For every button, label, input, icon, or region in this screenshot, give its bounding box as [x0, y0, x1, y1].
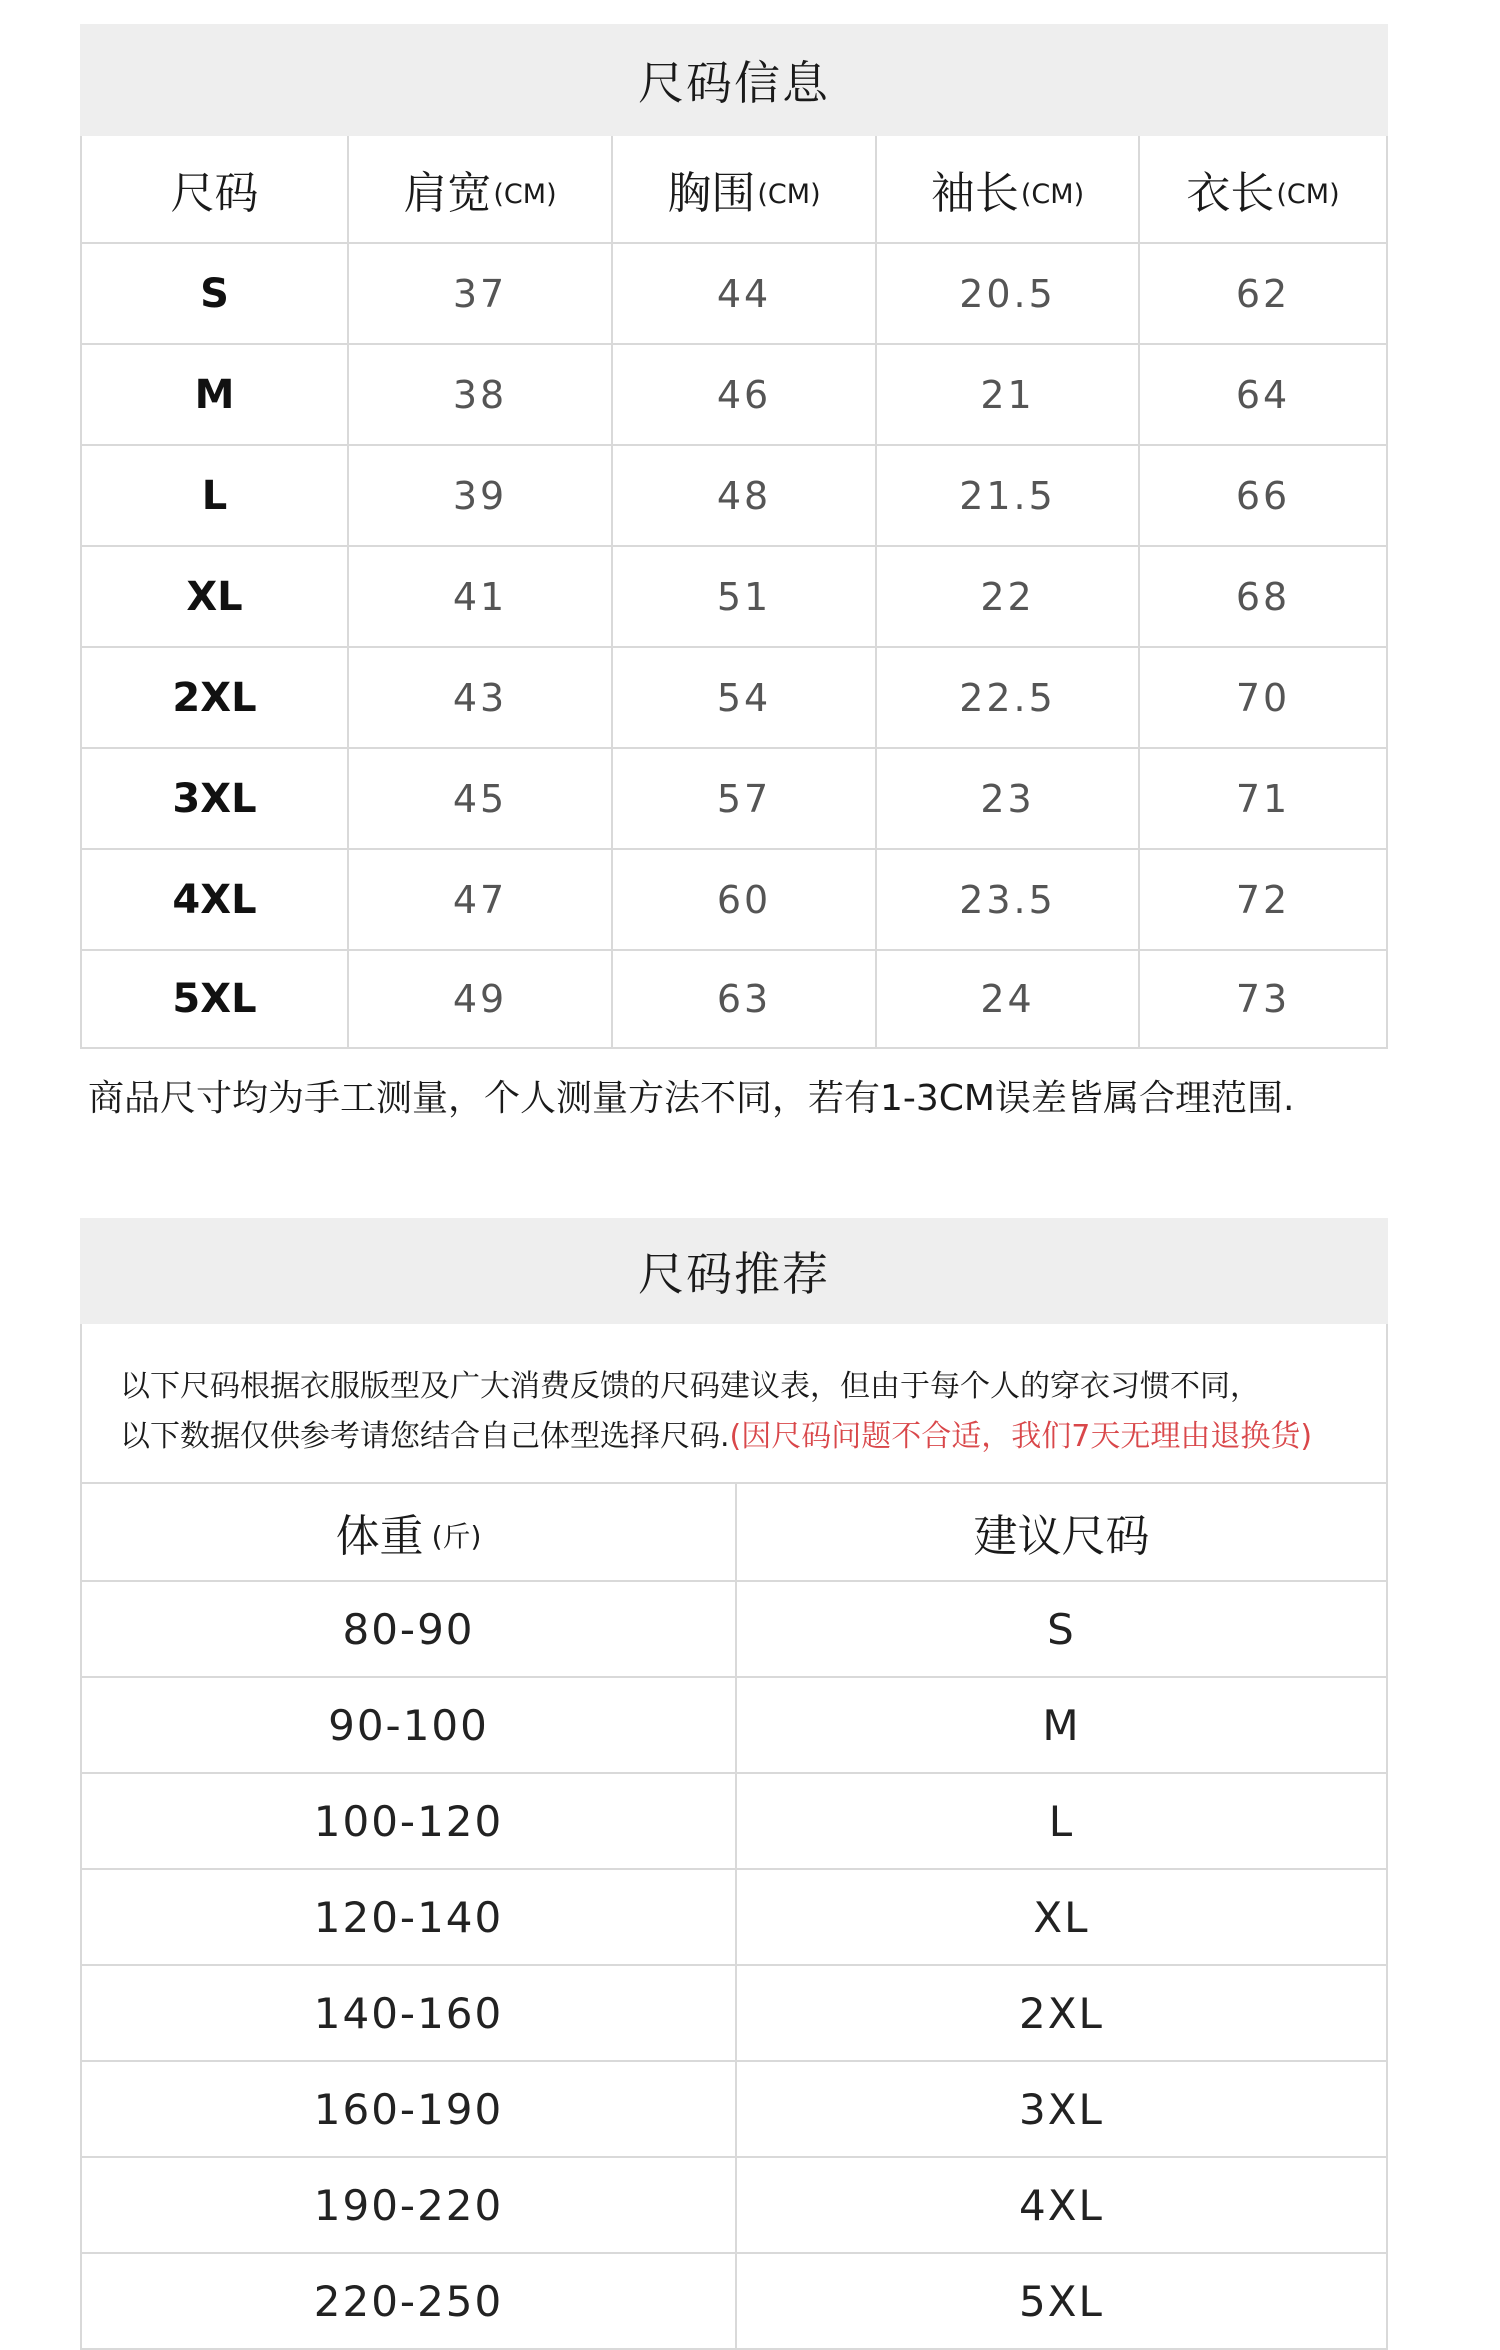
- sleeve-cell: 22: [877, 547, 1140, 646]
- header-weight-unit: (斤): [431, 1520, 482, 1553]
- weight-cell: 140-160: [82, 1966, 737, 2060]
- suggested-size-cell: L: [1048, 1796, 1075, 1846]
- chest-cell: 48: [613, 446, 877, 545]
- header-weight: [82, 1484, 737, 1580]
- chest-cell: 44: [613, 244, 877, 343]
- header-suggested-size: [737, 1484, 1386, 1580]
- table-row: [82, 1870, 1386, 1966]
- chest-cell: 60: [613, 850, 877, 949]
- shoulder-cell: 49: [349, 951, 613, 1047]
- size-cell: L: [82, 446, 349, 545]
- header-chest-label: 胸围: [667, 168, 756, 219]
- header-shoulder: [349, 136, 613, 242]
- sleeve-cell: 21.5: [877, 446, 1140, 545]
- weight-cell: 120-140: [82, 1870, 737, 1964]
- sleeve-cell: 23: [877, 749, 1140, 848]
- table-row: [82, 547, 1386, 648]
- size-info-section: [80, 24, 1388, 1049]
- header-length-unit: (CM): [1276, 178, 1340, 210]
- size-cell: 3XL: [82, 749, 349, 848]
- shoulder-cell: 47: [349, 850, 613, 949]
- table-row: [82, 2158, 1386, 2254]
- length-cell: 70: [1235, 675, 1291, 720]
- header-chest: [613, 136, 877, 242]
- sleeve-cell: 20.5: [877, 244, 1140, 343]
- table-row: [82, 345, 1386, 446]
- header-sleeve-unit: (CM): [1020, 178, 1085, 210]
- shoulder-cell: 37: [349, 244, 613, 343]
- header-length: [1140, 136, 1386, 242]
- header-sleeve: [877, 136, 1140, 242]
- suggested-size-cell: M: [1042, 1700, 1081, 1750]
- table-row: [82, 2254, 1386, 2350]
- weight-cell: 90-100: [82, 1678, 737, 1772]
- length-cell: 64: [1235, 372, 1291, 417]
- header-shoulder-label: 肩宽: [403, 168, 492, 219]
- recommendation-description: [80, 1324, 1388, 1484]
- table-row: [82, 2062, 1386, 2158]
- header-suggested-size-label: 建议尺码: [973, 1511, 1150, 1562]
- size-cell: M: [82, 345, 349, 444]
- description-line-1: 以下尺码根据衣服版型及广大消费反馈的尺码建议表，但由于每个人的穿衣习惯不同，: [120, 1369, 1260, 1404]
- shoulder-cell: 38: [349, 345, 613, 444]
- suggested-size-cell: 2XL: [1019, 1988, 1104, 2038]
- table-row: [82, 749, 1386, 850]
- weight-cell: 160-190: [82, 2062, 737, 2156]
- header-sleeve-label: 袖长: [930, 168, 1019, 219]
- size-info-title: 尺码信息: [80, 24, 1388, 136]
- chest-cell: 63: [613, 951, 877, 1047]
- header-weight-label: 体重: [335, 1511, 424, 1562]
- header-chest-unit: (CM): [757, 178, 821, 210]
- length-cell: 73: [1235, 977, 1291, 1021]
- table-row: [82, 1774, 1386, 1870]
- size-cell: XL: [82, 547, 349, 646]
- sleeve-cell: 21: [877, 345, 1140, 444]
- table-row: [82, 648, 1386, 749]
- size-recommendation-title: 尺码推荐: [80, 1218, 1388, 1324]
- suggested-size-cell: XL: [1033, 1892, 1090, 1942]
- sleeve-cell: 24: [877, 951, 1140, 1047]
- weight-cell: 80-90: [82, 1582, 737, 1676]
- chest-cell: 51: [613, 547, 877, 646]
- table-row: [82, 1582, 1386, 1678]
- suggested-size-cell: 3XL: [1019, 2084, 1104, 2134]
- table-row: [82, 850, 1386, 951]
- size-cell: 2XL: [82, 648, 349, 747]
- description-line-2-text: 以下数据仅供参考请您结合自己体型选择尺码.: [120, 1419, 730, 1454]
- shoulder-cell: 39: [349, 446, 613, 545]
- table-row: [82, 1966, 1386, 2062]
- header-length-label: 衣长: [1186, 168, 1275, 219]
- table-row: [82, 244, 1386, 345]
- return-policy-highlight: (因尺码问题不合适，我们7天无理由退换货): [729, 1419, 1313, 1454]
- header-size: [82, 136, 349, 242]
- length-cell: 62: [1235, 271, 1291, 316]
- sleeve-cell: 22.5: [877, 648, 1140, 747]
- sleeve-cell: 23.5: [877, 850, 1140, 949]
- shoulder-cell: 41: [349, 547, 613, 646]
- table-row: [82, 1678, 1386, 1774]
- shoulder-cell: 45: [349, 749, 613, 848]
- length-cell: 66: [1235, 473, 1291, 518]
- length-cell: 68: [1235, 574, 1291, 619]
- measurement-note: 商品尺寸均为手工测量，个人测量方法不同，若有1-3CM误差皆属合理范围.: [88, 1078, 1295, 1119]
- weight-cell: 100-120: [82, 1774, 737, 1868]
- suggested-size-cell: 5XL: [1019, 2276, 1104, 2326]
- suggested-size-cell: 4XL: [1019, 2180, 1104, 2230]
- description-line-2: [120, 1412, 1386, 1462]
- weight-cell: 220-250: [82, 2254, 737, 2348]
- suggested-size-cell: S: [1047, 1604, 1076, 1654]
- size-recommendation-section: [80, 1218, 1388, 2350]
- weight-cell: 190-220: [82, 2158, 737, 2252]
- size-recommendation-table: [80, 1484, 1388, 2350]
- header-shoulder-unit: (CM): [493, 178, 557, 210]
- recommendation-header-row: [82, 1484, 1386, 1582]
- chest-cell: 54: [613, 648, 877, 747]
- size-info-table: [80, 136, 1388, 1049]
- table-row: [82, 446, 1386, 547]
- length-cell: 71: [1235, 776, 1291, 821]
- size-info-header-row: [82, 136, 1386, 244]
- size-cell: 4XL: [82, 850, 349, 949]
- chest-cell: 57: [613, 749, 877, 848]
- header-size-label: 尺码: [170, 168, 259, 219]
- length-cell: 72: [1235, 877, 1291, 922]
- shoulder-cell: 43: [349, 648, 613, 747]
- table-row: [82, 951, 1386, 1049]
- chest-cell: 46: [613, 345, 877, 444]
- size-cell: S: [82, 244, 349, 343]
- size-cell: 5XL: [82, 951, 349, 1047]
